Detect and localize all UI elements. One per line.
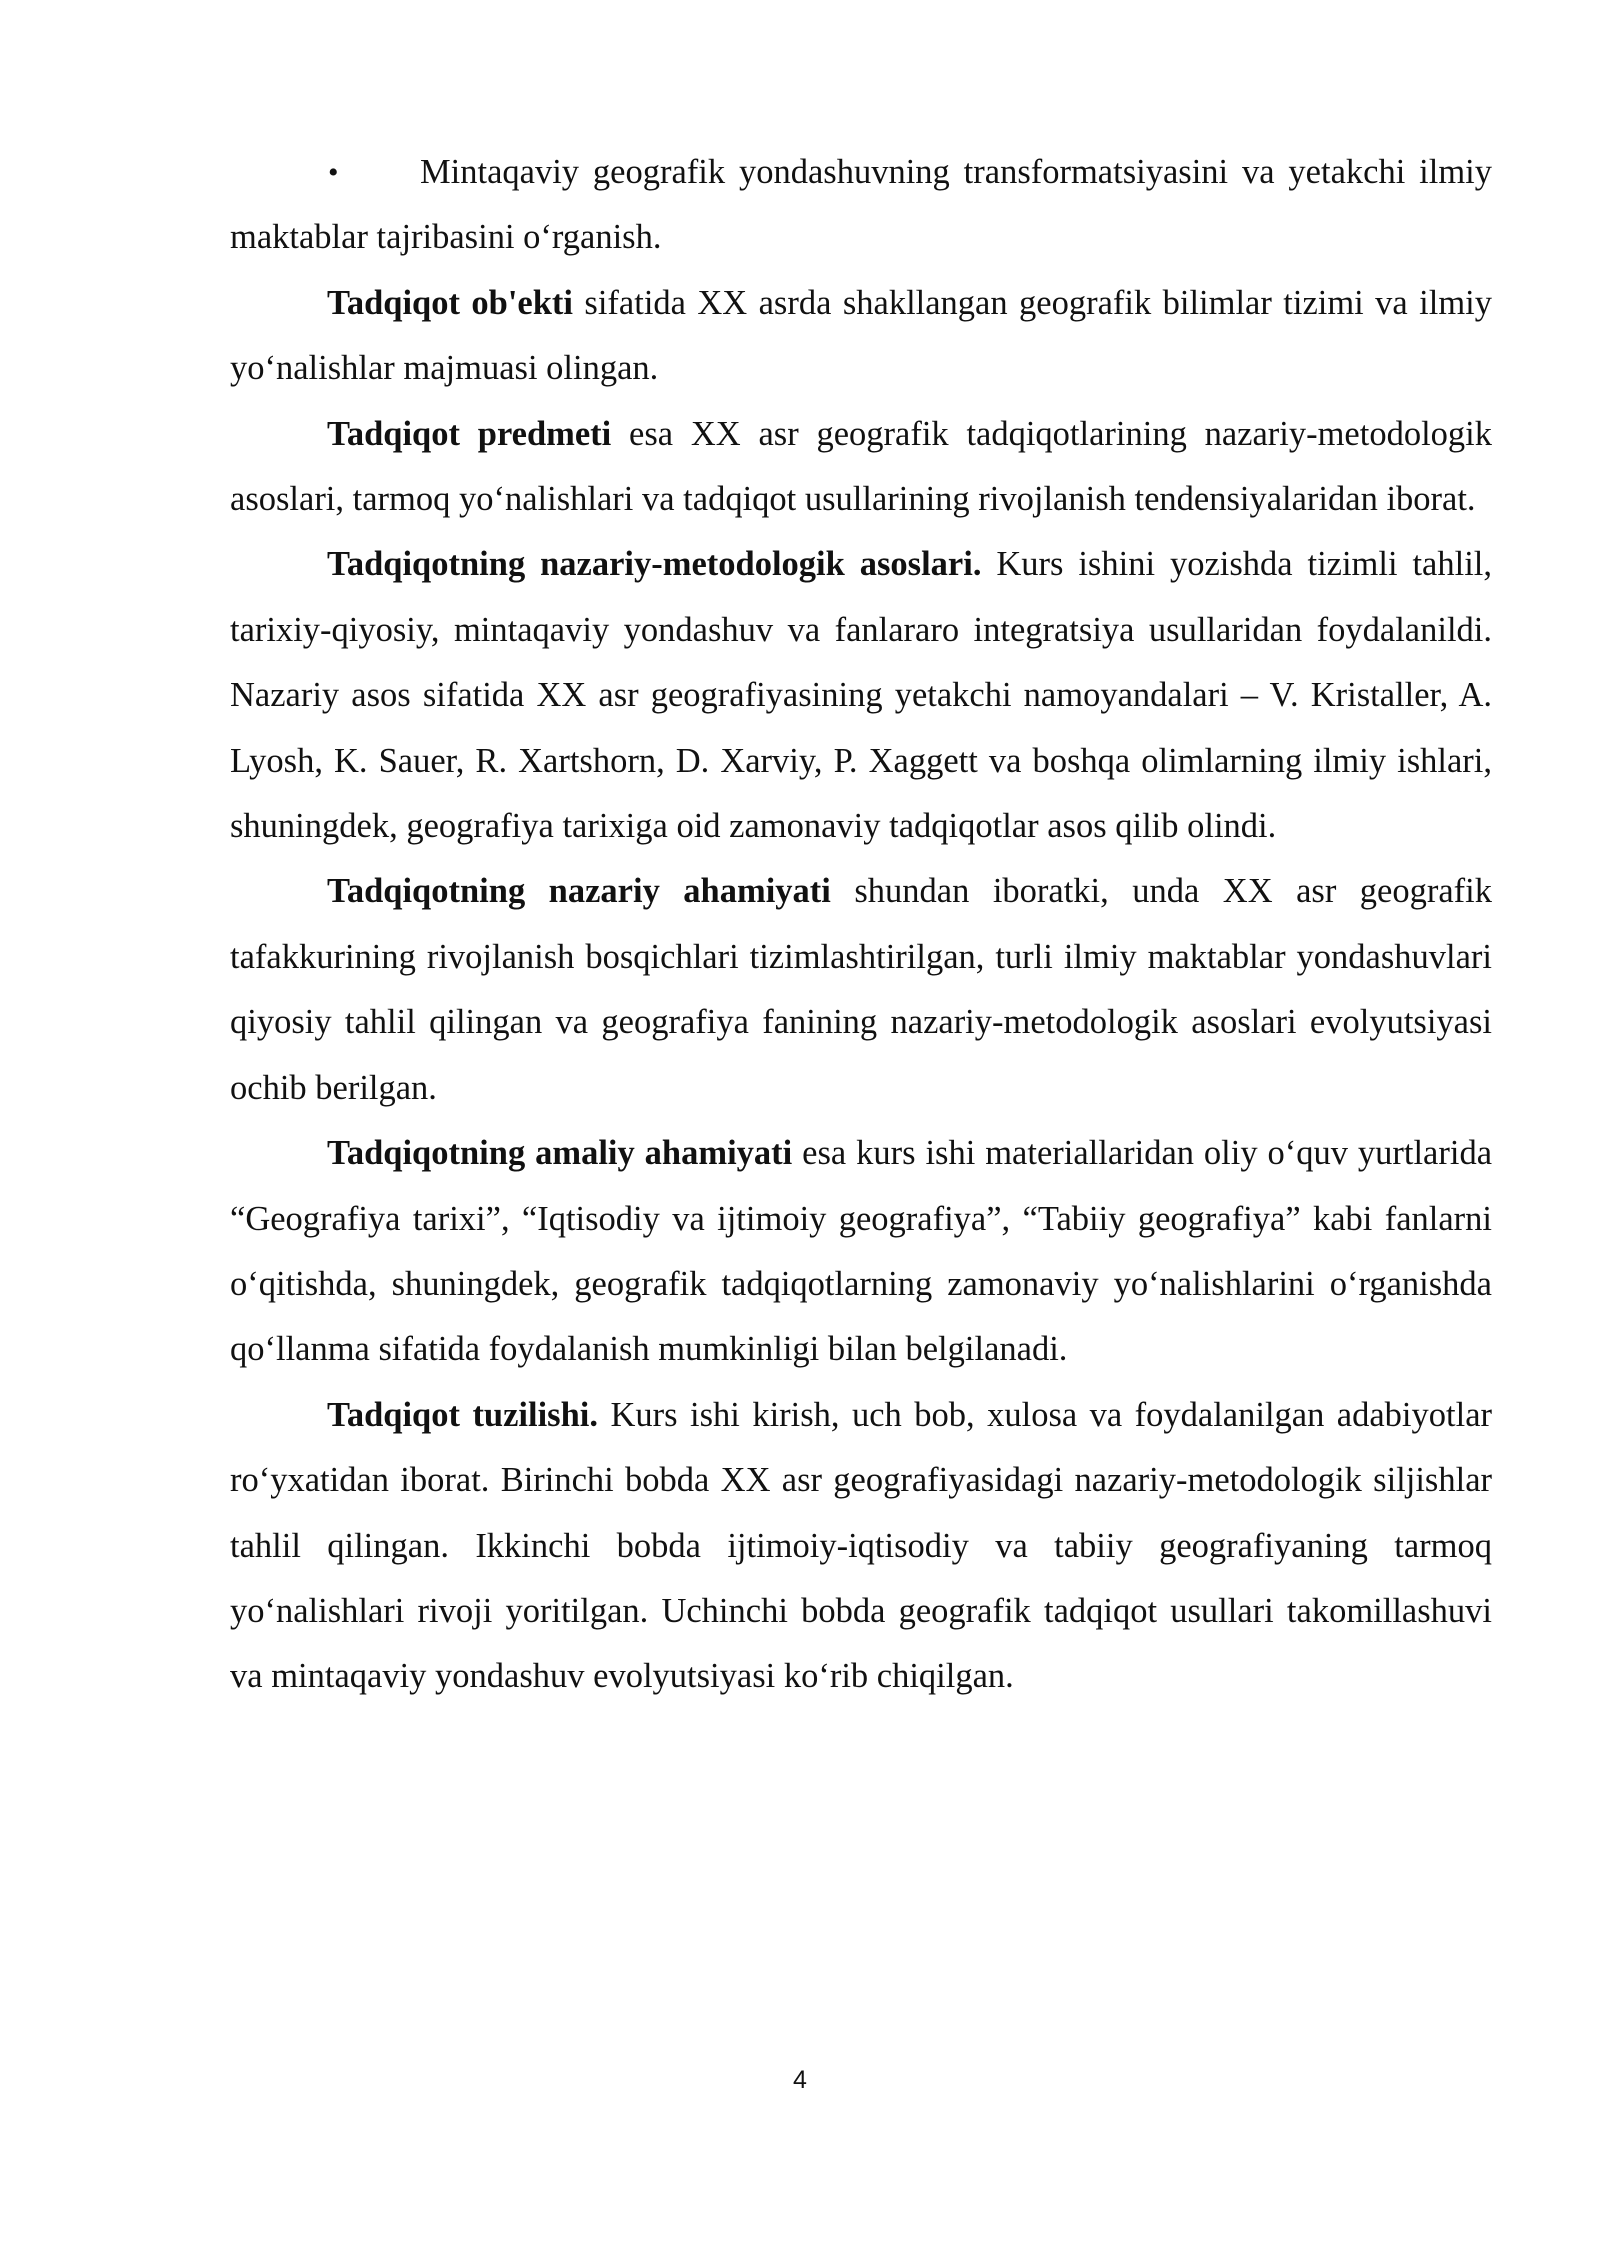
paragraph-theoretical-significance [230, 859, 1492, 1121]
paragraph-body: esa kurs ishi materiallaridan oliy o‘quv yurtlarida “Geografiya tarixi”, “Iqtisodiy va ijtimoiy geografiya”, “Tabiiy geografiya” kabi fanlarni o‘qitishda, shuningdek, geografik tadqiqotlarning zamonaviy yo‘nalishlarini o‘rganishda qo‘llanma sifatida foydalanish mumkinligi bilan belgilanadi. [230, 1134, 1493, 1369]
document-page [230, 140, 1492, 1710]
paragraph-body: sifatida XX asrda shakllangan geografik bilimlar tizimi va ilmiy yo‘nalishlar majmuasi olingan. [230, 283, 1492, 388]
paragraph-body: Kurs ishi kirish, uch bob, xulosa va foydalanilgan adabiyotlar ro‘yxatidan iborat. Birinchi bobda XX asr geografiyasidagi nazariy-metodologik siljishlar tahlil qilingan. Ikkinchi bobda ijtimoiy-iqtisodiy va tabiiy geografiyaning tarmoq yo‘nalishlari rivoji yoritilgan. Uchinchi bobda geografik tadqiqot usullari takomillashuvi va mintaqaviy yondashuv evolyutsiyasi ko‘rib chiqilgan. [230, 1395, 1492, 1696]
paragraph-body: Kurs ishini yozishda tizimli tahlil, tarixiy-qiyosiy, mintaqaviy yondashuv va fanlararo integratsiya usullaridan foydalanildi. Nazariy asos sifatida XX asr geografiyasining yetakchi namoyandalari – V. Kristaller, A. Lyosh, K. Sauer, R. Xartshorn, D. Xarviy, P. Xaggett va boshqa olimlarning ilmiy ishlari, shuningdek, geografiya tarixiga oid zamonaviy tadqiqotlar asos qilib olindi. [230, 545, 1492, 846]
paragraph-heading: Tadqiqotning amaliy ahamiyati [327, 1134, 793, 1173]
paragraph-structure [230, 1383, 1492, 1710]
bullet-icon: • [328, 156, 339, 189]
paragraph-body: esa XX asr geografik tadqiqotlarining nazariy-metodologik asoslari, tarmoq yo‘nalishlari va tadqiqot usullarining rivojlanish tendensiyalaridan iborat. [230, 414, 1493, 519]
paragraph-research-subject [230, 402, 1492, 533]
paragraph-methodology [230, 532, 1492, 859]
paragraph-heading: Tadqiqot ob'ekti [327, 283, 573, 322]
bullet-text: Mintaqaviy geografik yondashuvning transformatsiyasini va yetakchi ilmiy maktablar tajribasini o‘rganish. [230, 153, 1492, 257]
paragraph-heading: Tadqiqotning nazariy ahamiyati [327, 872, 831, 911]
paragraph-heading: Tadqiqotning nazariy-metodologik asoslari. [327, 545, 982, 584]
paragraph-practical-significance [230, 1121, 1492, 1383]
paragraph-heading: Tadqiqot predmeti [327, 414, 612, 453]
paragraph-body: shundan iboratki, unda XX asr geografik tafakkurining rivojlanish bosqichlari tizimlashtirilgan, turli ilmiy maktablar yondashuvlari qiyosiy tahlil qilingan va geografiya fanining nazariy-metodologik asoslari evolyutsiyasi ochib berilgan. [230, 872, 1492, 1107]
bullet-list-item [230, 140, 1492, 271]
paragraph-heading: Tadqiqot tuzilishi. [327, 1395, 599, 1434]
paragraph-research-object [230, 271, 1492, 402]
page-number: 4 [793, 2066, 807, 2094]
